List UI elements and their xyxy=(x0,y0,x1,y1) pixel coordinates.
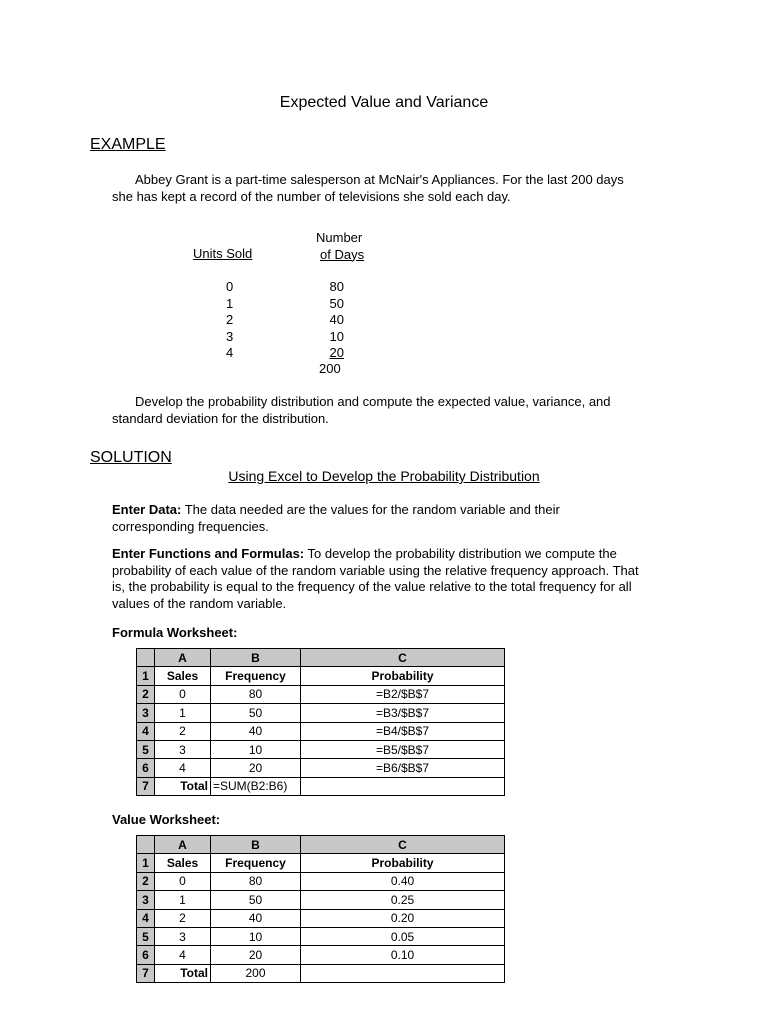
cell-a: 2 xyxy=(155,722,211,740)
cell-a: Total xyxy=(155,777,211,795)
units-column xyxy=(226,279,233,362)
example-heading: EXAMPLE xyxy=(90,136,166,153)
table-row xyxy=(137,927,505,945)
cell-b: 20 xyxy=(211,946,301,964)
row-number-cell: 2 xyxy=(137,685,155,703)
row-number-cell: 6 xyxy=(137,759,155,777)
days-value: 10 xyxy=(329,328,344,344)
task-line-2: standard deviation for the distribution. xyxy=(112,410,329,426)
cell-b: 40 xyxy=(211,909,301,927)
cell-b: 10 xyxy=(211,740,301,758)
column-header: C xyxy=(301,836,505,854)
cell-c: =B4/$B$7 xyxy=(301,722,505,740)
days-header-line-2: of Days xyxy=(320,246,365,262)
example-task xyxy=(112,394,672,427)
column-header-row xyxy=(137,836,505,854)
cell-a: 2 xyxy=(155,909,211,927)
value-worksheet-label: Value Worksheet: xyxy=(112,812,221,827)
days-value: 40 xyxy=(329,312,344,327)
corner-cell xyxy=(137,836,155,854)
cell-c: 0.20 xyxy=(301,909,505,927)
cell-c: 0.10 xyxy=(301,946,505,964)
table-row xyxy=(137,759,505,777)
table-row xyxy=(137,891,505,909)
enter-functions-line-4: values of the random variable. xyxy=(112,595,287,611)
row-number-cell: 6 xyxy=(137,946,155,964)
formula-worksheet-label: Formula Worksheet: xyxy=(112,625,238,640)
units-value: 3 xyxy=(226,328,234,344)
units-header-text: Units Sold xyxy=(193,246,253,261)
table-row xyxy=(137,777,505,795)
column-header: B xyxy=(211,836,301,854)
intro-line-1: Abbey Grant is a part-time salesperson at McNair's Appliances. For the last 200 days xyxy=(135,172,624,187)
solution-subheading: Using Excel to Develop the Probability Distribution xyxy=(228,468,540,484)
cell-c: 0.25 xyxy=(301,891,505,909)
cell-b: Frequency xyxy=(211,667,301,685)
column-header: A xyxy=(155,649,211,667)
row-number-cell: 5 xyxy=(137,927,155,945)
cell-a: 4 xyxy=(155,759,211,777)
row-number-cell: 7 xyxy=(137,777,155,795)
cell-b: 20 xyxy=(211,759,301,777)
cell-b: 80 xyxy=(211,685,301,703)
cell-b: 80 xyxy=(211,872,301,890)
days-column xyxy=(326,279,344,362)
enter-functions-line-1: To develop the probability distribution we compute the xyxy=(304,546,617,561)
enter-functions-line-2: probability of each value of the random variable using the relative frequency approach. That xyxy=(112,562,639,578)
row-number-cell: 5 xyxy=(137,740,155,758)
enter-data-label: Enter Data: xyxy=(112,502,182,517)
days-header xyxy=(316,230,364,263)
units-value: 0 xyxy=(226,279,234,294)
cell-b: Frequency xyxy=(211,854,301,872)
enter-data-paragraph xyxy=(112,502,712,535)
cell-b: =SUM(B2:B6) xyxy=(211,777,301,795)
table-row xyxy=(137,872,505,890)
task-line-1: Develop the probability distribution and compute the expected value, variance, and xyxy=(135,394,611,409)
units-header xyxy=(193,246,252,263)
cell-b: 200 xyxy=(211,964,301,982)
units-value: 2 xyxy=(226,312,234,327)
row-number-cell: 4 xyxy=(137,722,155,740)
intro-line-2: she has kept a record of the number of televisions she sold each day. xyxy=(112,188,511,204)
example-intro xyxy=(112,172,672,205)
cell-b: 50 xyxy=(211,891,301,909)
corner-cell xyxy=(137,649,155,667)
page-title: Expected Value and Variance xyxy=(279,94,489,111)
formula-worksheet-table xyxy=(136,648,505,796)
cell-c: Probability xyxy=(301,854,505,872)
cell-c: =B5/$B$7 xyxy=(301,740,505,758)
cell-a: 3 xyxy=(155,740,211,758)
cell-a: 3 xyxy=(155,927,211,945)
table-row xyxy=(137,909,505,927)
cell-c: 0.40 xyxy=(301,872,505,890)
column-header: A xyxy=(155,836,211,854)
table-row xyxy=(137,704,505,722)
value-worksheet-table xyxy=(136,835,505,983)
row-number-cell: 3 xyxy=(137,704,155,722)
cell-c: Probability xyxy=(301,667,505,685)
cell-a: 1 xyxy=(155,891,211,909)
days-total: 200 xyxy=(319,361,341,376)
table-row xyxy=(137,667,505,685)
table-row xyxy=(137,740,505,758)
days-value: 20 xyxy=(329,345,344,360)
solution-heading: SOLUTION xyxy=(90,449,172,466)
cell-a: Sales xyxy=(155,854,211,872)
cell-c: =B3/$B$7 xyxy=(301,704,505,722)
row-number-cell: 1 xyxy=(137,854,155,872)
row-number-cell: 2 xyxy=(137,872,155,890)
enter-functions-label: Enter Functions and Formulas: xyxy=(112,546,305,561)
cell-a: 4 xyxy=(155,946,211,964)
column-header: C xyxy=(301,649,505,667)
row-number-cell: 4 xyxy=(137,909,155,927)
units-value: 1 xyxy=(226,295,234,311)
cell-c: =B6/$B$7 xyxy=(301,759,505,777)
cell-a: Sales xyxy=(155,667,211,685)
cell-c: =B2/$B$7 xyxy=(301,685,505,703)
table-row xyxy=(137,854,505,872)
column-header-row xyxy=(137,649,505,667)
row-number-cell: 3 xyxy=(137,891,155,909)
enter-data-line-1: The data needed are the values for the random variable and their xyxy=(181,502,560,517)
cell-c xyxy=(301,964,505,982)
cell-a: 1 xyxy=(155,704,211,722)
cell-a: 0 xyxy=(155,685,211,703)
enter-functions-paragraph xyxy=(112,546,712,612)
table-row xyxy=(137,722,505,740)
units-value: 4 xyxy=(226,345,234,360)
enter-functions-line-3: is, the probability is equal to the frequency of the value relative to the total frequency for all xyxy=(112,579,632,594)
cell-b: 40 xyxy=(211,722,301,740)
cell-a: Total xyxy=(155,964,211,982)
days-value: 50 xyxy=(329,295,344,311)
cell-b: 10 xyxy=(211,927,301,945)
column-header: B xyxy=(211,649,301,667)
days-value: 80 xyxy=(329,279,344,294)
row-number-cell: 1 xyxy=(137,667,155,685)
cell-a: 0 xyxy=(155,872,211,890)
cell-b: 50 xyxy=(211,704,301,722)
table-row xyxy=(137,964,505,982)
cell-c: 0.05 xyxy=(301,927,505,945)
enter-data-line-2: corresponding frequencies. xyxy=(112,518,269,534)
table-row xyxy=(137,685,505,703)
table-row xyxy=(137,946,505,964)
row-number-cell: 7 xyxy=(137,964,155,982)
cell-c xyxy=(301,777,505,795)
days-header-line-1: Number xyxy=(316,230,363,245)
